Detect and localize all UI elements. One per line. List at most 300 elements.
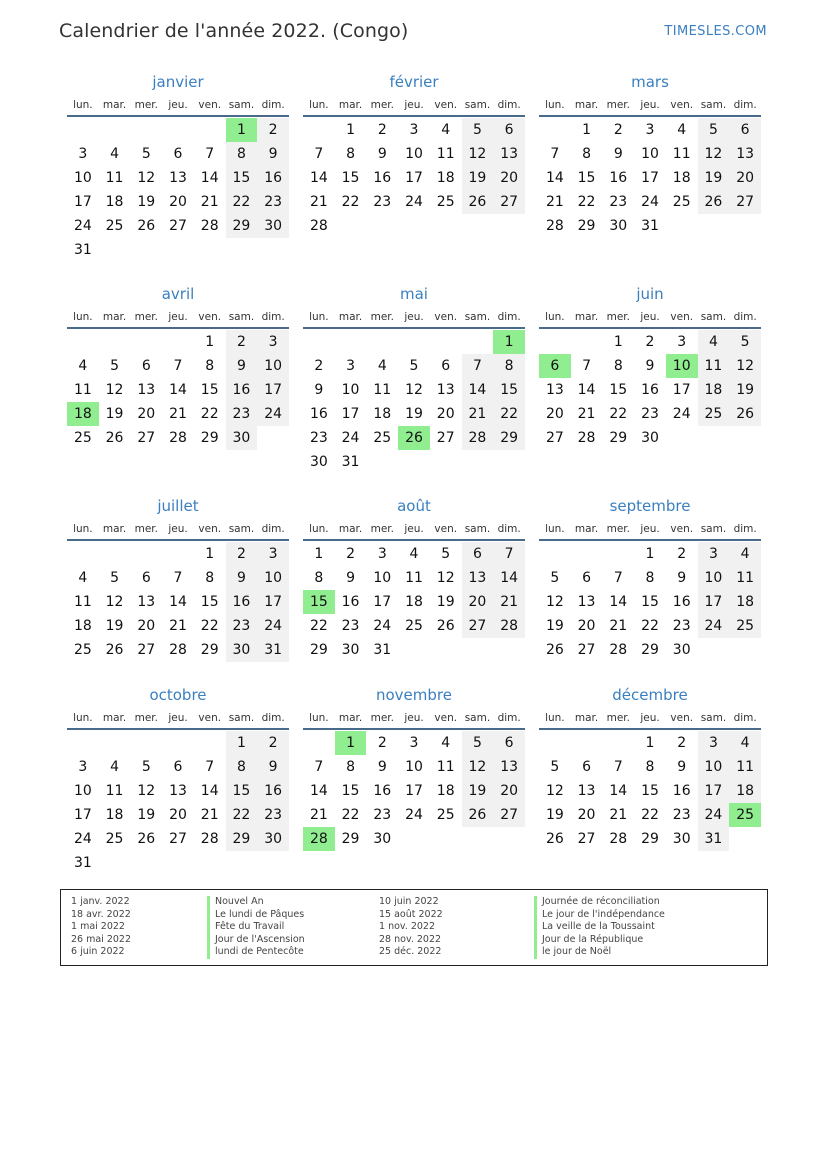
day-cell: 23 (226, 614, 258, 638)
empty-cell (99, 330, 131, 354)
legend-date: 28 nov. 2022 (379, 933, 442, 945)
day-cell: 19 (105, 406, 124, 422)
weekday-label: dim. (497, 99, 521, 111)
day-cell: 5 (698, 118, 730, 142)
day-cell: 28 (462, 426, 494, 450)
month-title: août (397, 497, 431, 515)
day-cell: 1 (645, 546, 655, 562)
day-cell: 25 (405, 618, 423, 634)
day-cell: 22 (200, 406, 219, 422)
day-cell: 30 (257, 827, 289, 851)
day-cell: 18 (436, 170, 455, 186)
weekday-label: mar. (574, 712, 599, 724)
day-cell: 17 (641, 170, 659, 186)
weekday-header (303, 94, 525, 117)
weekday-label: jeu. (404, 712, 424, 724)
legend-dates-left (71, 896, 131, 959)
month-title: décembre (612, 686, 688, 704)
holiday-cell: 6 (539, 354, 571, 378)
day-cell: 8 (346, 759, 356, 775)
day-cell: 16 (309, 406, 328, 422)
day-cell: 13 (137, 594, 156, 610)
day-cell: 24 (341, 430, 360, 446)
day-cell: 27 (436, 430, 455, 446)
day-cell: 29 (226, 827, 258, 851)
weekday-label: sam. (464, 311, 491, 323)
day-cell: 16 (641, 382, 659, 398)
month-title: octobre (149, 686, 207, 704)
day-cell: 13 (462, 566, 494, 590)
day-cell: 17 (672, 382, 691, 398)
empty-cell (130, 330, 162, 354)
day-cell: 20 (137, 406, 156, 422)
day-cell: 22 (200, 618, 219, 634)
day-cell: 24 (257, 614, 289, 638)
legend-date: 18 avr. 2022 (71, 908, 131, 920)
day-cell: 7 (314, 759, 324, 775)
day-cell: 2 (346, 546, 356, 562)
day-cell: 27 (493, 190, 525, 214)
day-cell: 24 (641, 194, 659, 210)
day-cell: 10 (405, 759, 423, 775)
month-mai (303, 282, 525, 474)
empty-cell (539, 542, 571, 566)
weekday-label: mar. (338, 523, 363, 535)
day-cell: 5 (141, 759, 151, 775)
weekday-label: mer. (134, 311, 158, 323)
day-cell: 14 (309, 783, 328, 799)
day-cell: 30 (341, 642, 360, 658)
month-décembre (539, 683, 761, 851)
weekday-label: ven. (670, 99, 694, 111)
day-cell: 10 (698, 566, 730, 590)
day-cell: 7 (613, 759, 623, 775)
month-title: février (389, 73, 439, 91)
day-cell: 1 (582, 122, 592, 138)
day-cell: 13 (577, 594, 596, 610)
empty-cell (602, 731, 634, 755)
weekday-label: sam. (700, 712, 727, 724)
weekday-label: mar. (338, 712, 363, 724)
day-cell: 24 (405, 194, 423, 210)
day-cell: 21 (462, 402, 494, 426)
day-cell: 24 (73, 831, 92, 847)
day-cell: 18 (672, 170, 691, 186)
day-cell: 10 (73, 170, 92, 186)
day-cell: 12 (436, 570, 455, 586)
day-cell: 26 (729, 402, 761, 426)
day-cell: 18 (105, 194, 124, 210)
day-cell: 14 (169, 382, 187, 398)
day-cell: 13 (493, 142, 525, 166)
day-cell: 16 (341, 594, 360, 610)
day-cell: 22 (226, 190, 258, 214)
weekday-label: ven. (434, 523, 458, 535)
weekday-label: dim. (733, 99, 757, 111)
day-cell: 22 (609, 406, 628, 422)
day-cell: 2 (314, 358, 324, 374)
day-cell: 8 (226, 755, 258, 779)
weekday-label: sam. (228, 712, 255, 724)
day-cell: 26 (698, 190, 730, 214)
day-grid (67, 117, 289, 262)
day-cell: 29 (609, 430, 628, 446)
weekday-label: dim. (733, 523, 757, 535)
day-cell: 19 (462, 779, 494, 803)
day-cell: 21 (609, 618, 628, 634)
day-cell: 15 (493, 378, 525, 402)
month-title: janvier (152, 73, 204, 91)
weekday-label: lun. (545, 523, 565, 535)
month-title: juillet (157, 497, 199, 515)
day-grid (303, 117, 525, 238)
weekday-label: mar. (102, 311, 127, 323)
holiday-cell: 28 (303, 827, 335, 851)
weekday-header (67, 306, 289, 329)
day-cell: 12 (105, 594, 124, 610)
empty-cell (398, 330, 430, 354)
weekday-label: jeu. (640, 311, 660, 323)
day-cell: 22 (309, 618, 328, 634)
month-août (303, 494, 525, 662)
day-cell: 2 (377, 735, 387, 751)
day-cell: 23 (257, 803, 289, 827)
weekday-label: ven. (434, 99, 458, 111)
day-cell: 10 (257, 566, 289, 590)
weekday-label: sam. (700, 311, 727, 323)
day-cell: 20 (577, 807, 596, 823)
day-cell: 1 (205, 546, 215, 562)
day-cell: 28 (169, 430, 187, 446)
day-cell: 30 (373, 831, 392, 847)
weekday-label: mer. (606, 712, 630, 724)
empty-cell (194, 118, 226, 142)
day-cell: 28 (493, 614, 525, 638)
day-cell: 12 (729, 354, 761, 378)
day-cell: 2 (677, 546, 687, 562)
day-cell: 14 (462, 378, 494, 402)
day-cell: 29 (341, 831, 360, 847)
day-cell: 16 (226, 590, 258, 614)
day-cell: 9 (677, 759, 687, 775)
day-cell: 20 (493, 166, 525, 190)
day-cell: 24 (405, 807, 423, 823)
legend-holiday-name: Nouvel An (207, 896, 305, 909)
day-cell: 12 (545, 594, 564, 610)
day-cell: 25 (105, 218, 124, 234)
day-cell: 8 (645, 570, 655, 586)
weekday-label: mar. (574, 311, 599, 323)
day-cell: 26 (436, 618, 455, 634)
day-cell: 8 (582, 146, 592, 162)
day-cell: 30 (257, 214, 289, 238)
holiday-legend (60, 889, 768, 966)
day-cell: 20 (169, 194, 187, 210)
day-cell: 7 (550, 146, 560, 162)
holiday-cell: 1 (226, 118, 258, 142)
day-cell: 18 (373, 406, 392, 422)
day-cell: 21 (545, 194, 564, 210)
weekday-label: mer. (370, 523, 394, 535)
day-cell: 14 (609, 594, 628, 610)
day-cell: 14 (169, 594, 187, 610)
day-cell: 28 (577, 430, 596, 446)
day-cell: 15 (609, 382, 628, 398)
weekday-label: mar. (574, 99, 599, 111)
day-cell: 5 (110, 358, 120, 374)
day-cell: 14 (200, 783, 219, 799)
month-title: mai (400, 285, 428, 303)
day-cell: 15 (641, 783, 659, 799)
day-cell: 2 (613, 122, 623, 138)
day-cell: 18 (729, 590, 761, 614)
day-cell: 27 (137, 642, 156, 658)
day-cell: 9 (346, 570, 356, 586)
day-cell: 11 (729, 566, 761, 590)
weekday-label: ven. (670, 712, 694, 724)
day-cell: 4 (78, 570, 88, 586)
month-novembre (303, 683, 525, 851)
day-cell: 18 (729, 779, 761, 803)
day-cell: 30 (672, 831, 691, 847)
weekday-label: mer. (606, 523, 630, 535)
day-cell: 11 (436, 759, 455, 775)
empty-cell (366, 330, 398, 354)
day-cell: 3 (257, 330, 289, 354)
day-cell: 2 (645, 334, 655, 350)
day-cell: 3 (257, 542, 289, 566)
day-cell: 23 (373, 807, 392, 823)
day-cell: 12 (105, 382, 124, 398)
day-cell: 17 (341, 406, 360, 422)
day-cell: 9 (314, 382, 324, 398)
day-cell: 13 (169, 783, 187, 799)
day-cell: 25 (672, 194, 691, 210)
day-cell: 8 (493, 354, 525, 378)
empty-cell (99, 542, 131, 566)
weekday-label: lun. (309, 99, 329, 111)
month-octobre (67, 683, 289, 875)
legend-date: 1 janv. 2022 (71, 896, 130, 907)
day-cell: 23 (641, 406, 659, 422)
legend-date: 6 juin 2022 (71, 946, 125, 958)
day-cell: 18 (105, 807, 124, 823)
day-cell: 30 (672, 642, 691, 658)
day-cell: 26 (137, 218, 156, 234)
day-cell: 7 (613, 570, 623, 586)
page-title: Calendrier de l'année 2022. (Congo) (59, 20, 409, 42)
day-cell: 11 (105, 783, 124, 799)
day-cell: 22 (641, 618, 659, 634)
day-cell: 30 (226, 638, 258, 662)
day-cell: 12 (545, 783, 564, 799)
day-cell: 18 (436, 783, 455, 799)
day-cell: 7 (493, 542, 525, 566)
brand-link[interactable]: TIMESLES.COM (664, 24, 767, 39)
day-cell: 25 (105, 831, 124, 847)
day-cell: 24 (73, 218, 92, 234)
weekday-label: lun. (309, 712, 329, 724)
day-grid (67, 329, 289, 450)
day-cell: 5 (462, 731, 494, 755)
weekday-label: mer. (606, 99, 630, 111)
weekday-header (539, 518, 761, 541)
weekday-label: ven. (198, 523, 222, 535)
holiday-cell: 18 (67, 402, 99, 426)
day-cell: 7 (205, 146, 215, 162)
day-cell: 6 (493, 731, 525, 755)
weekday-label: mer. (370, 99, 394, 111)
legend-names-left (207, 896, 305, 959)
day-cell: 9 (645, 358, 655, 374)
month-title: septembre (609, 497, 691, 515)
day-cell: 23 (373, 194, 392, 210)
day-cell: 2 (226, 542, 258, 566)
day-cell: 6 (582, 759, 592, 775)
month-avril (67, 282, 289, 450)
legend-holiday-name: La veille de la Toussaint (534, 921, 665, 934)
empty-cell (67, 118, 99, 142)
holiday-cell: 26 (398, 426, 430, 450)
weekday-label: mar. (338, 99, 363, 111)
day-cell: 3 (677, 334, 687, 350)
day-cell: 28 (545, 218, 564, 234)
weekday-label: lun. (73, 712, 93, 724)
day-cell: 4 (441, 122, 451, 138)
day-cell: 3 (377, 546, 387, 562)
day-cell: 14 (309, 170, 328, 186)
day-cell: 27 (545, 430, 564, 446)
day-cell: 3 (346, 358, 356, 374)
day-cell: 5 (110, 570, 120, 586)
day-cell: 20 (462, 590, 494, 614)
day-cell: 25 (73, 642, 92, 658)
weekday-label: sam. (464, 99, 491, 111)
weekday-label: ven. (670, 523, 694, 535)
legend-holiday-name: le jour de Noël (534, 946, 665, 959)
legend-holiday-name: Le jour de l'indépendance (534, 909, 665, 922)
empty-cell (99, 118, 131, 142)
day-cell: 17 (373, 594, 392, 610)
weekday-header (303, 518, 525, 541)
weekday-label: dim. (497, 523, 521, 535)
day-cell: 22 (577, 194, 596, 210)
empty-cell (130, 542, 162, 566)
empty-cell (303, 118, 335, 142)
legend-holiday-name: Journée de réconciliation (534, 896, 665, 909)
day-cell: 20 (545, 406, 564, 422)
day-cell: 4 (409, 546, 419, 562)
legend-date: 15 août 2022 (379, 908, 443, 920)
day-cell: 11 (405, 570, 423, 586)
day-cell: 6 (729, 118, 761, 142)
day-cell: 8 (226, 142, 258, 166)
day-cell: 17 (73, 194, 92, 210)
day-cell: 20 (137, 618, 156, 634)
empty-cell (67, 330, 99, 354)
weekday-label: lun. (73, 523, 93, 535)
day-cell: 11 (105, 170, 124, 186)
day-cell: 27 (169, 218, 187, 234)
weekday-header (539, 707, 761, 730)
day-cell: 30 (641, 430, 659, 446)
day-cell: 6 (582, 570, 592, 586)
day-cell: 10 (341, 382, 360, 398)
day-cell: 29 (577, 218, 596, 234)
day-cell: 7 (173, 358, 183, 374)
day-cell: 24 (373, 618, 392, 634)
day-cell: 9 (257, 755, 289, 779)
weekday-label: mar. (102, 712, 127, 724)
day-cell: 18 (73, 618, 92, 634)
day-cell: 1 (226, 731, 258, 755)
day-cell: 19 (105, 618, 124, 634)
empty-cell (539, 330, 571, 354)
day-cell: 23 (672, 618, 691, 634)
day-cell: 20 (169, 807, 187, 823)
day-cell: 17 (698, 779, 730, 803)
day-cell: 15 (577, 170, 596, 186)
weekday-label: ven. (198, 99, 222, 111)
weekday-label: lun. (73, 311, 93, 323)
empty-cell (130, 118, 162, 142)
day-cell: 15 (341, 783, 360, 799)
day-cell: 29 (200, 430, 219, 446)
day-grid (303, 329, 525, 474)
month-title: avril (161, 285, 195, 303)
weekday-label: ven. (434, 311, 458, 323)
day-cell: 30 (309, 454, 328, 470)
day-cell: 17 (73, 807, 92, 823)
weekday-label: mar. (338, 311, 363, 323)
day-cell: 23 (672, 807, 691, 823)
day-cell: 11 (373, 382, 392, 398)
day-cell: 21 (309, 807, 328, 823)
day-cell: 8 (645, 759, 655, 775)
day-cell: 4 (677, 122, 687, 138)
day-cell: 22 (493, 402, 525, 426)
holiday-cell: 1 (493, 330, 525, 354)
weekday-header (67, 94, 289, 117)
weekday-label: lun. (309, 523, 329, 535)
day-cell: 24 (698, 614, 730, 638)
day-cell: 1 (205, 334, 215, 350)
day-cell: 27 (462, 614, 494, 638)
empty-cell (303, 330, 335, 354)
day-cell: 11 (672, 146, 691, 162)
day-cell: 29 (226, 214, 258, 238)
weekday-label: lun. (545, 99, 565, 111)
day-cell: 31 (73, 855, 92, 871)
weekday-label: jeu. (640, 523, 660, 535)
weekday-label: sam. (228, 99, 255, 111)
holiday-cell: 1 (335, 731, 367, 755)
day-cell: 5 (550, 570, 560, 586)
day-cell: 28 (609, 642, 628, 658)
weekday-label: jeu. (404, 311, 424, 323)
day-cell: 1 (645, 735, 655, 751)
day-cell: 24 (672, 406, 691, 422)
weekday-label: lun. (545, 311, 565, 323)
month-juillet (67, 494, 289, 662)
day-cell: 22 (226, 803, 258, 827)
day-grid (539, 730, 761, 851)
weekday-header (67, 707, 289, 730)
empty-cell (162, 542, 194, 566)
day-cell: 12 (462, 755, 494, 779)
day-cell: 15 (226, 166, 258, 190)
day-cell: 7 (582, 358, 592, 374)
